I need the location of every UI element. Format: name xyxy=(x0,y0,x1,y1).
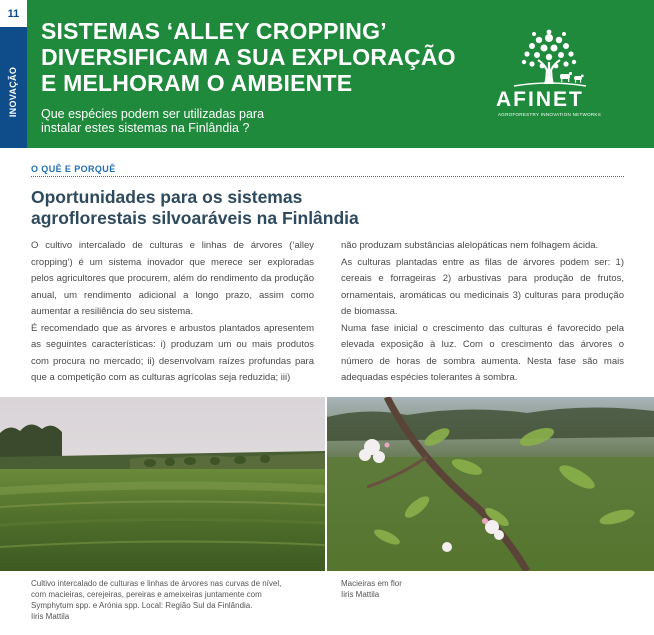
paragraph: O cultivo intercalado de culturas e linhas de árvores (‘alley cropping’) é um sistema inovador que merece ser exploradas pelos agricultores que procurem, além do rendimento da produção anual, um rendimento adicional a longo prazo, assim como aumentar a resiliência do seu sistema. xyxy=(31,240,314,317)
section-sidebar-strip xyxy=(0,0,27,148)
title-line: SISTEMAS ‘ALLEY CROPPING’ xyxy=(41,18,387,44)
photo-caption-right xyxy=(341,578,541,600)
photo-apple-blossoms xyxy=(327,397,654,571)
paragraph: Numa fase inicial o crescimento das culturas é favorecido pela elevada exposição à luz. Com o crescimento das árvores o número de horas de sombra aumenta. Nesta fase são mais adequadas espécies tolerantes à sombra. xyxy=(341,322,624,383)
page-title xyxy=(41,18,501,96)
article-heading xyxy=(31,187,431,229)
section-tab xyxy=(0,40,27,144)
logo-tagline: AGROFORESTRY INNOVATION NETWORKS xyxy=(498,112,602,117)
subtitle-line: Que espécies podem ser utilizadas para xyxy=(41,107,265,121)
section-tab-label: INOVAÇÃO xyxy=(8,66,19,118)
header-banner xyxy=(0,0,654,148)
text-column-right xyxy=(341,238,624,387)
photo-alley-cropping-field xyxy=(0,397,325,571)
heading-line: agroflorestais silvoaráveis na Finlândia xyxy=(31,208,359,228)
section-kicker: O QUÊ E PORQUÊ xyxy=(31,164,116,174)
caption-line: Macieiras em flor xyxy=(341,579,402,588)
heading-line: Oportunidades para os sistemas xyxy=(31,187,303,207)
caption-line: com macieiras, cerejeiras, pereiras e ameixeiras juntamente com xyxy=(31,590,262,599)
page-number-box xyxy=(0,0,27,27)
photo-caption-left xyxy=(31,578,321,622)
dotted-divider xyxy=(31,176,624,177)
caption-line: Symphytum spp. e Arónia spp. Local: Região Sul da Finlândia. xyxy=(31,601,253,610)
caption-line: Cultivo intercalado de culturas e linhas de árvores nas curvas de nível, xyxy=(31,579,282,588)
paragraph: É recomendado que as árvores e arbustos plantados apresentem as seguintes características: i) produzam um ou mais produtos com procura no mercado; ii) desenvolvam raízes profundas para que a competição com as culturas agrícolas seja reduzida; iii) xyxy=(31,322,314,383)
subtitle-line: instalar estes sistemas na Finlândia ? xyxy=(41,120,250,135)
page-subtitle xyxy=(41,108,301,135)
text-column-left xyxy=(31,238,314,387)
photo-credit: Iiris Mattila xyxy=(31,612,70,621)
page-number: 11 xyxy=(7,7,20,20)
paragraph: As culturas plantadas entre as filas de árvores podem ser: 1) cereais e forrageiras 2) arbustivas para produção de frutos, ornamentais, aromáticas ou medicinais 3) culturas para produção de biomassa. xyxy=(341,256,624,317)
paragraph: não produzam substâncias alelopáticas nem folhagem ácida. xyxy=(341,240,599,251)
title-line: E MELHORAM O AMBIENTE xyxy=(41,70,353,96)
logo-wordmark: AFINET xyxy=(496,88,584,111)
title-line: DIVERSIFICAM A SUA EXPLORAÇÃO xyxy=(41,44,456,70)
photo-credit: Iiris Mattila xyxy=(341,590,380,599)
